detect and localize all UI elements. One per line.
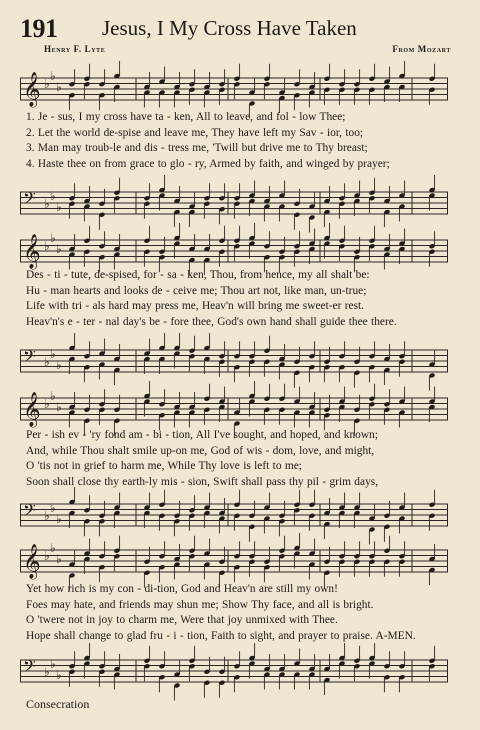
lyric-line: Hope shall change to glad fru - i - tion, Faith to sight, and prayer to praise. A-MEN. [26,629,416,642]
hymn-header [20,14,465,54]
flat-icon: ♭ [44,549,50,563]
bass-staff [20,340,448,384]
flat-icon: ♭ [56,200,62,214]
flat-icon: ♭ [56,668,62,682]
bass-staff [20,494,448,538]
flat-icon: ♭ [44,239,50,253]
lyric-line: Heav'n's e - ter - nal day's be - fore thee, God's own hand shall guide thee there. [26,315,397,328]
lyrics-block [26,110,446,172]
lyric-line: O 'tis not in grief to harm me, While Thy love is left to me; [26,460,302,472]
lyric-line: 4. Haste thee on from grace to glo - ry, Armed by faith, and winged by prayer; [26,157,390,170]
lyric-line: Foes may hate, and friends may shun me; Show Thy face, and all is bright. [26,598,374,611]
flat-icon: ♭ [56,80,62,94]
treble-clef-icon: 𝄞 [23,234,41,269]
treble-clef-icon: 𝄞 [23,392,41,427]
music-system-4 [20,536,448,696]
lyric-line: Soon shall close thy earth-ly mis - sion, Swift shall pass thy pil - grim days, [26,475,379,488]
flat-icon: ♭ [50,541,56,555]
lyric-line: 2. Let the world de-spise and leave me, They have left my Sav - ior, too; [26,126,364,139]
lyric-line: And, while Thou shalt smile up-on me, God of wis - dom, love, and might, [26,444,375,457]
flat-icon: ♭ [50,657,56,671]
lyric-line: Life with tri - als hard may press me, Heav'n will bring me sweet-er rest. [26,300,365,312]
lyric-line: O 'twere not in joy to charm me, Were that joy unmixed with Thee. [26,614,338,626]
flat-icon: ♭ [56,512,62,526]
treble-staff [20,540,448,584]
flat-icon: ♭ [44,665,50,679]
flat-icon: ♭ [50,69,56,83]
treble-clef-icon: 𝄞 [23,72,41,107]
lyric-line: Per - ish ev - 'ry fond am - bi - tion, All I've sought, and hoped, and known; [26,429,378,441]
lyric-line: Hu - man hearts and looks de - ceive me; Thou art not, like man, un-true; [26,284,367,297]
music-system-1 [20,58,448,224]
flat-icon: ♭ [50,501,56,515]
hymn-tune-source: From Mozart [392,44,451,54]
bass-clef-icon: 𝄢 [23,346,36,370]
bass-clef-icon: 𝄢 [23,188,36,212]
hymn-author: Henry F. Lyte [44,44,106,54]
lyric-line: Yet how rich is my con - di-tion, God and Heav'n are still my own! [26,583,338,595]
music-system-2 [20,224,448,388]
flat-icon: ♭ [44,197,50,211]
flat-icon: ♭ [56,242,62,256]
flat-icon: ♭ [50,347,56,361]
flat-icon: ♭ [44,355,50,369]
lyrics-block [26,582,446,644]
hymn-category: Consecration [26,697,90,711]
lyric-line: 3. Man may troub-le and dis - tress me, 'Twill but drive me to Thy breast; [26,142,368,154]
treble-staff [20,388,448,432]
bass-staff [20,182,448,226]
flat-icon: ♭ [56,358,62,372]
lyric-line: Des - ti - tute, de-spised, for - sa - ken, Thou, from hence, my all shalt be: [26,269,370,281]
flat-icon: ♭ [56,552,62,566]
flat-icon: ♭ [56,400,62,414]
hymn-title: Jesus, I My Cross Have Taken [102,16,357,40]
treble-clef-icon: 𝄞 [23,544,41,579]
treble-staff [20,68,448,112]
bass-clef-icon: 𝄢 [23,656,36,680]
music-system-3 [20,382,448,544]
flat-icon: ♭ [50,231,56,245]
bass-staff [20,650,448,694]
lyrics-block [26,428,446,490]
hymn-number: 191 [20,14,58,43]
flat-icon: ♭ [44,77,50,91]
bass-clef-icon: 𝄢 [23,500,36,524]
flat-icon: ♭ [44,397,50,411]
lyric-line: 1. Je - sus, I my cross have ta - ken, All to leave, and fol - low Thee; [26,111,346,123]
flat-icon: ♭ [50,189,56,203]
flat-icon: ♭ [44,509,50,523]
lyrics-block [26,268,446,330]
flat-icon: ♭ [50,389,56,403]
